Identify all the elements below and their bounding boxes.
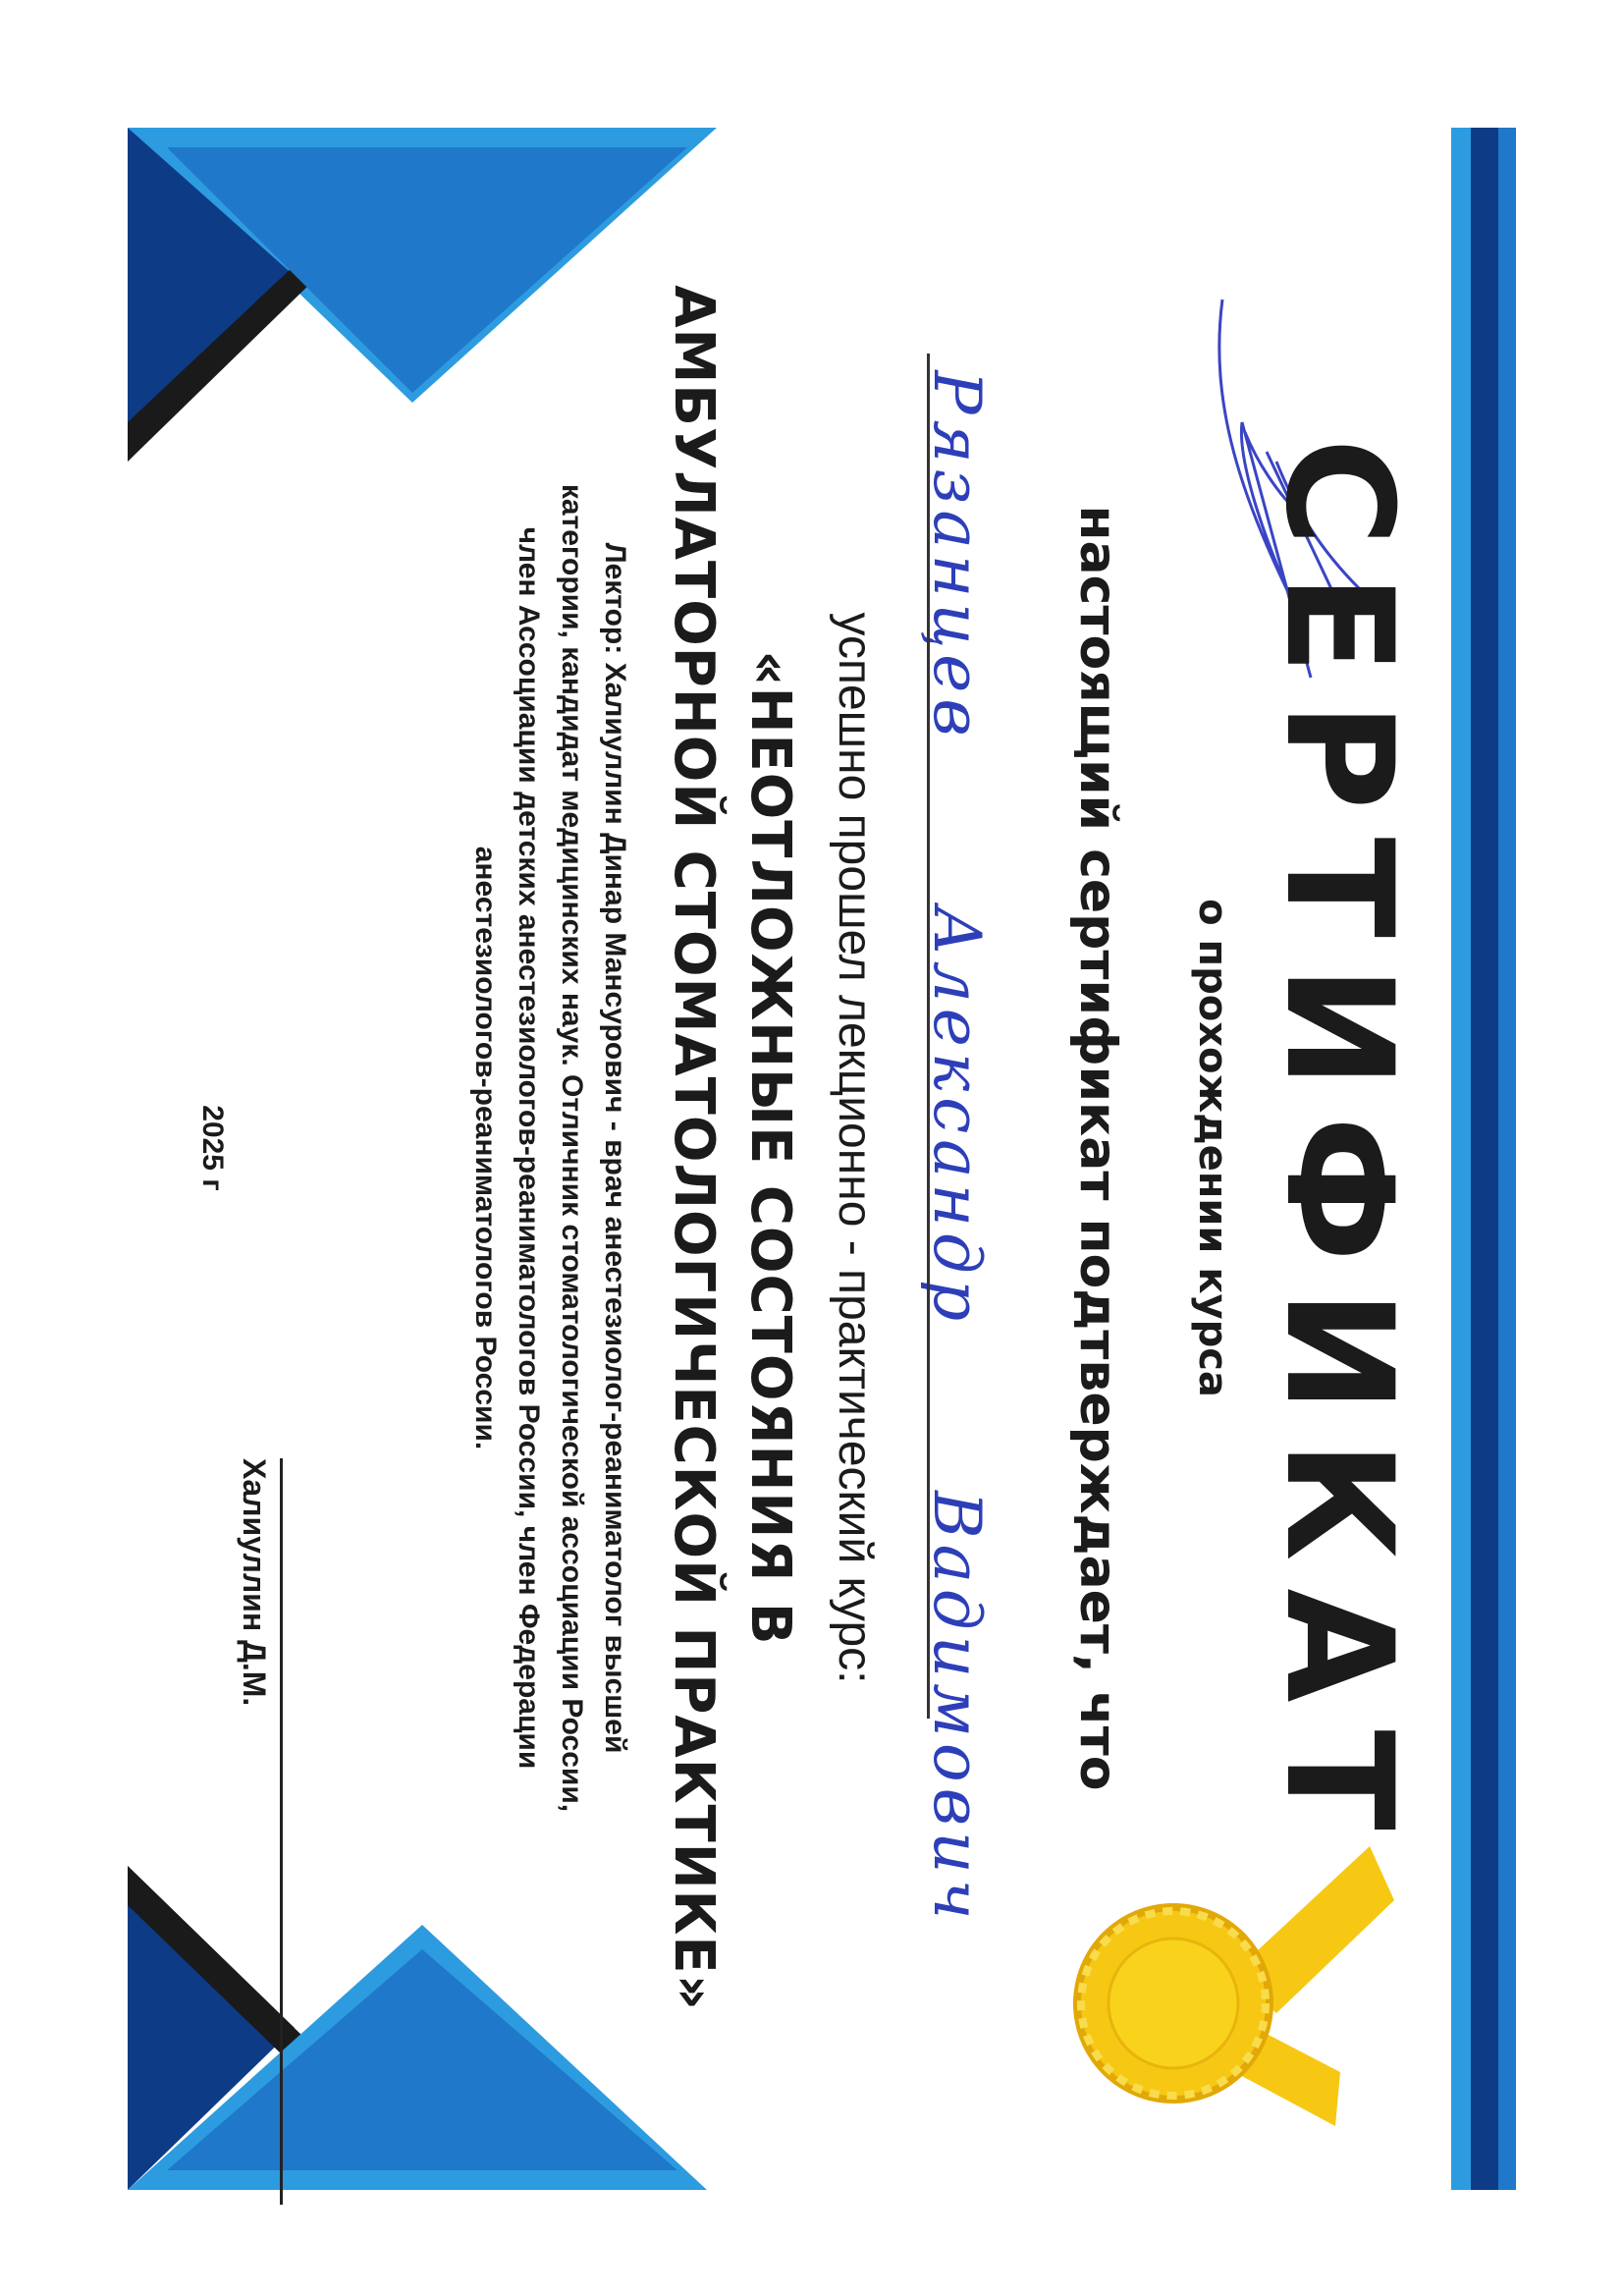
- lecturer-line: член Ассоциации детских анестезиологов-реаниматологов России, член Федерации: [513, 526, 545, 1770]
- lecturer-info: [463, 0, 636, 2296]
- recipient-first-name: Александр: [919, 905, 995, 1328]
- recipient-surname: Рязанцев: [919, 370, 995, 742]
- lecturer-line: Лектор: Халиуллин Динар Мансурович - врач анестезиолог-реаниматолог высшей: [599, 542, 631, 1754]
- course-title-line-2: АМБУЛАТОРНОЙ СТОМАТОЛОГИЧЕСКОЙ ПРАКТИКЕ»: [662, 285, 726, 2011]
- recipient-underline: [927, 354, 930, 1719]
- certificate-title: СЕРТИФИКАТ: [1253, 438, 1424, 1858]
- passed-text: успешно прошел лекционно - практический курс:: [829, 612, 881, 1684]
- confirm-text: настоящий сертификат подтверждает, что: [1068, 505, 1127, 1791]
- certificate-subtitle: о прохождении курса: [1190, 899, 1235, 1397]
- recipient-name: [919, 0, 995, 2296]
- recipient-patronymic: Вадимович: [919, 1491, 995, 1926]
- course-title-line-1: «НЕОТЛОЖНЫЕ СОСТОЯНИЯ В: [738, 650, 802, 1646]
- lecturer-line: анестезиологов-реаниматологов России.: [469, 846, 502, 1450]
- lecturer-line: категории, кандидат медицинских наук. Отличник стоматологической ассоциации России,: [556, 483, 588, 1813]
- certificate-year: 2025 г: [196, 1105, 229, 1191]
- course-title: [655, 0, 808, 2296]
- signer-name: Халиуллин Д.М.: [236, 1458, 283, 2205]
